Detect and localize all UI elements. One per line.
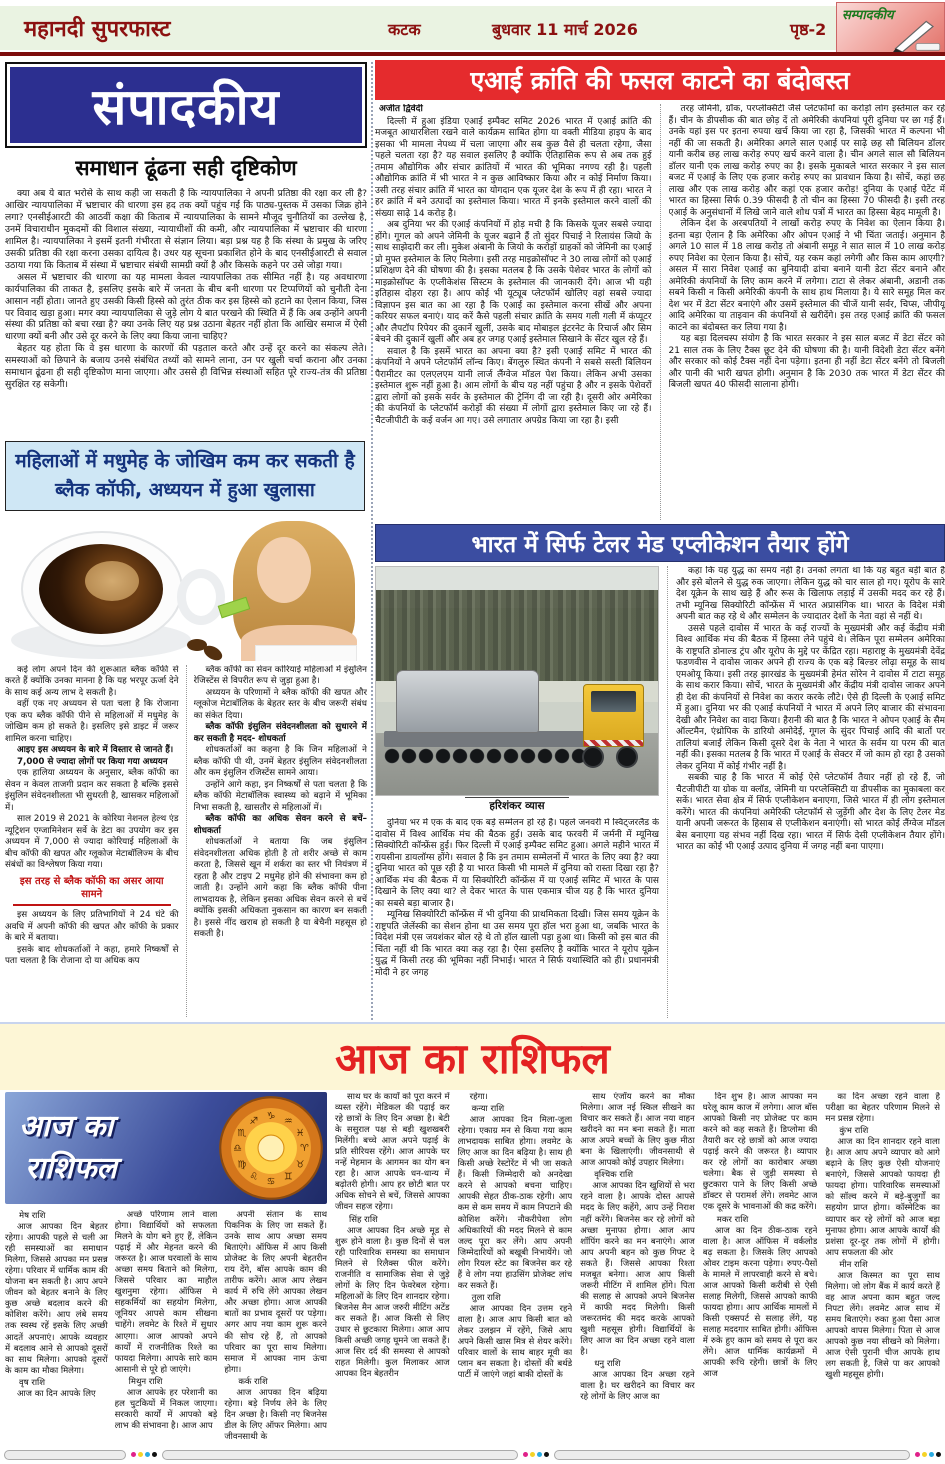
rashifal-subcolumns — [5, 1210, 327, 1448]
corner-label: सम्पादकीय — [842, 8, 894, 23]
svg-text:♋: ♋ — [266, 1176, 276, 1188]
ai-column-1 — [375, 104, 661, 520]
coffee-column-1 — [5, 665, 187, 1017]
cab-wheel — [582, 746, 604, 768]
paragraph: आज आपका दिन बेहतर रहेगा। आपकी पहले से चली आ रही समस्याओं का समाधान मिलेगा, जिससे आपका मन प्रसन्न रहेगा। परिवार में धार्मिक काम की योजना बन सकती है। आप अपने जीवन को बेहतर बनाने के लिए कुछ अच्छे बदलाव करने की कोशिश करेंगे। आप लंबे समय तक स्वस्थ रहें इसके लिए अच्छी आदतें अपनाएं। आपके व्यवहार में बदलाव आने से आपको दूसरों का साथ मिलेगा। आपको दूसरों के काम का मौका मिलेगा। — [5, 1222, 108, 1376]
paragraph: तुला राशि — [471, 1292, 501, 1303]
paragraph: इस अध्ययन के लिए प्रतिभागियों ने 24 घंटे की अवधि में अपनी कॉफी की खपत और कॉफी के प्रकार के बारे में बताया। — [5, 910, 179, 944]
page-number: पृष्ठ-2 — [790, 20, 827, 39]
svg-text:♐: ♐ — [249, 1116, 259, 1128]
editorial-subtitle: समाधान ढूंढना सही दृष्टिकोण — [75, 156, 297, 180]
paragraph: म्यूनिख सिक्योरिटी कॉन्फ्रेंस में भी दुनिया की प्राथमिकता दिखी। जिस समय यूक्रेन के राष्ट्रपति जेलेंस्की का सेशन होना था उस समय पूरा हॉल भरा हुआ था, जबकि भारत के विदेश मंत्री एस जयशंकर बोल रहे थे तो हॉल खाली पड़ा हुआ था। किसी को इस बात की चिंता नहीं थी कि भारत क्या कह रहा है। ऐसा इसलिए है क्योंकि भारत ने यूरोप यूक्रेन युद्ध में किसी तरह की भूमिका नहीं निभाई। भारत ने सिर्फ यथास्थिति को ही। प्रधानमंत्री मोदी ने हर जगह — [375, 910, 659, 978]
trailer-bed — [384, 731, 587, 747]
svg-text:♉: ♉ — [295, 1159, 305, 1171]
trailer-wheels — [384, 748, 593, 765]
paragraph: अध्ययन के परिणामों ने ब्लैक कॉफी की खपत और ग्लूकोज मेटाबॉलिक के बेहतर स्तर के बीच जरूरी संबंध का संकेत दिया। — [193, 687, 367, 721]
woman-face — [257, 537, 311, 603]
coffee-headline: महिलाओं में मधुमेह के जोखिम कम कर सकती है ब्लैक कॉफी, अध्ययन में हुआ खुलासा — [5, 441, 365, 511]
paragraph: वृश्चिक राशि — [594, 1170, 634, 1181]
paragraph: उन्होंने आगे कहा, इन निष्कर्षों से पता चलता है कि ब्लैक कॉफी मेटाबॉलिक स्वास्थ्य को बढ़ाने में भूमिका निभा सकती है, खासतौर से महिलाओं में। — [193, 779, 367, 813]
masthead-rule — [0, 52, 945, 56]
newspaper-title: महानदी सुपरफास्ट — [24, 17, 171, 42]
paragraph: लेकिन देश के अरबपतियों ने लाखों करोड़ रुपए के निवेश का ऐलान किया है। इतना बड़ा ऐलान है कि अमेरिका और ओपन एआई ने भी चिंता जताई। अनुमान है अगले 10 साल में 18 लाख करोड़ तो अंबानी समूह ने सात साल में 10 लाख करोड़ रुपए निवेश का ऐलान किया है। सोचें, यह रकम कहां लगेगी और किस काम आएगी? असल में सारा निवेश एआई का बुनियादी ढांचा बनाने यानी डेटा सेंटर बनाने और अमेरिकी कंपनियों के लिए काम करने में लगेगा। टाटा से लेकर अंबानी, अडानी तक सबने किसी न किसी अमेरिकी कंपनी के साथ हाथ मिलाया है। ये सारे समूह मिल कर देश भर में डेटा सेंटर बनाएंगे और उसमें इस्तेमाल की चीजें यानी सर्वर, चिप्स, जीपीयू आदि अमेरिका या ताइवान की कंपनियों से खरीदेंगे। इस तरह एआई क्रांति की फसल काटने का बंदोबस्त कर लिया गया है। — [668, 219, 945, 333]
svg-text:♑: ♑ — [266, 1110, 276, 1122]
paragraph: तरह जेमिनी, ग्रॉक, परप्लेक्सिटी जैसे प्लेटफॉर्मों का करोड़ों लोग इस्तेमाल कर रहे हैं। चीन के डीपसीक की बात छोड़ दें तो अमेरिकी कंपनियां पूरी दुनिया पर छा गई हैं। उनके यहां इस पर इतना रुपया खर्च किया जा रहा है, जिसकी भारत में कल्पना भी नहीं की जा सकती है। अमेरिका अगले साल एआई पर साढ़े छह सौ बिलियन डॉलर यानी करीब छह लाख करोड़ रुपए खर्च करने वाला है। चीन अगले साल सौ बिलियन डॉलर यानी एक लाख करोड़ रुपए का है। इसके मुकाबले भारत सरकार ने इस साल बजट में एआई के लिए एक हजार करोड़ रुपए का प्रावधान किया है। सोचें, कहां छह लाख और एक लाख करोड़ और कहां एक हजार करोड़! दुनिया के एआई पेटेंट में भारत का हिस्सा सिर्फ 0.39 फीसदी है तो चीन का हिस्सा 70 फीसदी है। इसी तरह एआई के अनुसंधानों में लिखे जाने वाले शोध पत्रों में भारत का हिस्सा बेहद मामूली है। — [668, 104, 945, 218]
paragraph: इसके बाद शोधकर्ताओं ने कहा, हमारे निष्कर्षों से पता चलता है कि रोजाना दो या अधिक कप — [5, 944, 179, 967]
paragraph: आइए इस अध्ययन के बारे में विस्तार से जानते हैं। — [17, 745, 174, 756]
paragraph: मकर राशि — [716, 1214, 749, 1225]
paragraph: बेहतर यह होता कि वे इस धारणा के कारणों की पड़ताल करते और उन्हें दूर करने का संकल्प लेते। समस्याओं को छिपाने के बजाय उनसे संबंधित तथ्यों को सामने लाना, उन पर खुली चर्चा कराना और उनका समाधान ढूंढना ही सही दृष्टिकोण माना जाएगा। और उससे ही विभिन्न संस्थाओं सहित पूरे राज्य-तंत्र की प्रतिष्ठा सुरक्षित रह सकेगी। — [5, 343, 367, 391]
paragraph: शोधकर्ताओं का कहना है कि जिन महिलाओं ने ब्लैक कॉफी पी थी, उनमें बेहतर इंसुलिन संवेदनशीलता और कम इंसुलिन रजिस्टेंस सामने आया। — [193, 745, 367, 779]
paragraph: कन्या राशि — [471, 1104, 505, 1115]
paragraph: आज आपका दिन अच्छा रहने वाला है। घर खरीदने का विचार कर रहे लोगों के लिए आज का — [580, 1370, 695, 1403]
tailor-right-text — [667, 566, 945, 1018]
paragraph: ब्लैक कॉफी का सेवन कोरियाई महिलाओं में इंसुलिन रेजिस्टेंस से विपरीत रूप से जुड़ा हुआ है। — [193, 665, 367, 687]
paragraph: रहेगा। — [469, 1092, 488, 1102]
truck-photo — [375, 566, 659, 796]
editorial-corner-badge — [836, 2, 945, 53]
paragraph: शोधकर्ताओं ने बताया कि जब इंसुलिन संवेदनशीलता अधिक होती है तो शरीर अच्छे से काम करता है, जिससे खून में शर्करा का स्तर भी नियंत्रण में रहता है और टाइप 2 मधुमेह होने की संभावना कम हो जाती है। उन्होंने आगे कहा कि ब्लैक कॉफी पीना लाभदायक है, लेकिन इसका अधिक सेवन करने से बचें क्योंकि इसकी अधिकता नुकसान का कारण बन सकती है। इससे नींद खराब हो सकती है या बेचैनी महसूस हो सकती है। — [193, 837, 367, 940]
ai-column-1-text — [375, 117, 652, 428]
svg-text:♍: ♍ — [237, 1159, 247, 1171]
cup-handle — [177, 569, 225, 625]
svg-text:♓: ♓ — [295, 1128, 305, 1140]
truck-cab — [583, 684, 644, 748]
rashifal-col-1 — [335, 1092, 450, 1448]
paragraph: अच्छे परिणाम लाने वाला होगा। विद्यार्थियों को सफलता मिलने के योग बने हुए हैं, लेकिन पढ़ाई में और मेहनत करने की जरूरत है। आज घरवालों के साथ अच्छा समय बिताने को मिलेगा, जिससे परिवार का माहौल खुशनुमा रहेगा। ऑफिस मे सहकर्मियों का सहयोग मिलेगा, जूनियर आपसे काम सीखना चाहेंगे। लवमेट के रिश्ते में सुधार आएगा। आज आपको अपने कार्यों में राजनीतिक रिश्ते का फायदा मिलेगा। आपके सारे काम आसानी से पूरे हो जाएंगे। — [114, 1210, 218, 1375]
paragraph: क्या अब ये बात भरोसे के साथ कही जा सकती है कि न्यायपालिका ने अपनी प्रतिष्ठा की रक्षा कर ली है? आखिर न्यायपालिका में भ्रष्टाचार की धारणा इस हद तक क्यों पहुंच गई कि पाठ्य-पुस्तक में उसका जिक्र होने लगा? एनसीईआरटी की आठवीं कक्षा की किताब में न्यायपालिका के सामने मौजूद चुनौतियों का उल्लेख है, उनमें विचाराधीन मुकदमों की विशाल संख्या, न्यायाधीशों की कमी, और न्यायपालिका में भ्रष्टाचार की धारणा शामिल है। न्यायपालिका ने इसमें इतनी गंभीरता से संज्ञान लिया। बड़ा प्रश्न यह है कि संस्था के प्रमुख के जरिए उसकी प्रतिष्ठा की रक्षा करना उसका दायित्व है। उधर यह सूचना प्रकाशित होने के बाद एनसीईआरटी से सवाल उठाया गया कि किताब में संस्था में भ्रष्टाचार संबंधी सामग्री क्यों है और किसके कहने पर उसे जोड़ा गया। — [5, 188, 367, 271]
footer-bar — [4, 1450, 126, 1460]
paragraph: ब्लैक कॉफी इंसुलिन संवेदनशीलता को सुधारने में कर सकती है मदद- शोधकर्ता — [193, 722, 367, 744]
paragraph: अपनी संतान के साथ पिकनिक के लिए जा सकते हैं। उनके साथ आप अच्छा समय बिताएंगे। ऑफिस में आप किसी प्रोजेक्ट के लिए अपनी बेहतरीन राय देंगे, बॉस आपके काम की तारीफ करेंगे। आज आप लेखन कार्य में रुचि लेंगे आपका लेखन और अच्छा होगा। आज आपकी बातों का प्रभाव दूसरों पर पड़ेगा। अगर आप नया काम शुरू करने की सोच रहे हैं, तो आपको परिवार का पूरा साथ मिलेगा। समाज में आपका नाम ऊंचा होगा। — [224, 1210, 327, 1375]
ai-byline: अजीत द्विवेदी — [379, 104, 423, 114]
tailor-left-block — [375, 566, 659, 1018]
rashifal-col-2 — [458, 1092, 573, 1448]
editorial-title-box — [5, 62, 367, 148]
paragraph: सवाल है कि इसमें भारत का अपना क्या है? इसी एआई समिट में भारत की कंपनियों ने अपने प्लेटफॉर्म लॉन्च किए। बेंगलुरु स्थित कंपनी ने सबसे सस्ती बिलियन पैरामीटर का एलएलएम यानी लार्ज लैंग्वेज मॉडल पेश किया। लेकिन अभी उसका इस्तेमाल शुरू नहीं हुआ है। आम लोगों के बीच यह नहीं पहुंचा है और न इसके पेशेवरों द्वारा लोगों को इसके सर्वर के इस्तेमाल की ट्रेनिंग दी जा रही है। दूसरी ओर अमेरिका की कंपनियों के प्लेटफॉर्म करोड़ों की संख्या में लोगों द्वारा इस्तेमाल किए जा रहे हैं। चैटजीपीटी के कई वर्जन आ गए। उसे लगातार अपग्रेड किया जा रहा है। इसी — [375, 346, 652, 426]
paragraph: मीन राशि — [839, 1259, 868, 1270]
footer-bar — [554, 1450, 910, 1460]
paragraph: साल 2019 से 2021 के कोरिया नेशनल हेल्थ एंड न्यूट्रिशन एग्जामिनेशन सर्वे के डेटा का उपयोग कर इस अध्ययन में 7,000 से ज्यादा कोरियाई महिलाओं के बीच कॉफी की खपत और ग्लूकोज मेटाबॉलिज्म के बीच संबंधों का विश्लेषण किया गया। — [5, 814, 179, 871]
paragraph: आज आपका दिन उत्तम रहने वाला है। आज आप किसी बात को लेकर उलझन में रहेंगे, जिसे आप अपने किसी खास मित्र से शेयर करेंगे। परिवार वालों के साथ बाहर मूवी का प्लान बन सकता है। दोस्तों की बर्थडे पार्टी में जाएंगे जहां बाकी दोस्तों के — [457, 1303, 573, 1381]
rashifal-col-4 — [703, 1092, 818, 1448]
pen-icon — [889, 18, 943, 52]
crema-swirl — [85, 561, 139, 601]
paragraph: 7,000 से ज्यादा लोगों पर किया गया अध्ययन — [17, 756, 168, 767]
paragraph: दिल्ली में हुआ इंडिया एआई इम्पैक्ट समिट 2026 भारत में एआई क्रांति की मजबूत आधारशिला रखने वाले कार्यक्रम साबित होगा या वक्ती मीडिया हाइप के बाद इसका भी मामला नेपथ्य में चला जाएगा और सब कुछ वैसे ही चलता रहेगा, जैसा पहले चलता रहा है? यह सवाल इसलिए है क्योंकि ऐतिहासिक रूप से अब तक हुई तमाम औद्योगिक और संचार क्रांतियों में भारत की भूमिका नगण्य रही है। पहली औद्योगिक क्रांति में भी भारत ने न कुछ आविष्कार किया और न कोई निर्माण किया। उसी तरह संचार क्रांति में भारत का योगदान एक यूजर देश के रूप में ही रहा। भारत ने हर क्रांति में बने उत्पादों का इस्तेमाल किया। भारत में इनके इस्तेमाल करने वालों की संख्या साढ़े 14 करोड़ है। — [375, 116, 652, 219]
footer-dots — [915, 1452, 941, 1457]
paragraph: कर्क राशि — [238, 1376, 268, 1387]
color-dot — [929, 1452, 934, 1457]
paragraph: आज आपके हर परेशानी का हल चुटकियों में निकल जाएगा। सरकारी कार्यों में आपको बड़े लाभ की संभावना है। आज आप — [114, 1387, 218, 1431]
footer-dots — [131, 1452, 157, 1457]
paragraph: सिंह राशि — [349, 1214, 378, 1225]
rashifal-col-3 — [580, 1092, 695, 1448]
coffee-bean — [201, 643, 224, 661]
footer-registration-bar — [0, 1449, 945, 1460]
paragraph: आज आपका दिन अच्छे मूड से शुरू होने वाला है। कुछ दिनों से चल रही पारिवारिक समस्या का समाधान मिलने से रिलैक्स फील करेंगे। राजनीति व सामाजिक सेवा से जुड़े लोगों के लिए दिन फेवरेबल रहेगा। महिलाओं के लिए दिन शानदार रहेगा। बिजनेस मैन आज जरुरी मीटिंग अटेंड कर सकते हैं। आज किसी से लिए उधार से छुटकारा मिलेगा। आज आप किसी अच्छी जगह घूमने जा सकते हैं। आज सिर दर्द की समस्या से आपको राहत मिलेगी। कुल मिलाकर आज आपका दिन बेहतरीन — [335, 1225, 450, 1380]
editorial-section — [5, 62, 367, 428]
paragraph: वृष राशि — [19, 1377, 46, 1388]
cab-window — [591, 691, 636, 712]
color-dot — [131, 1452, 136, 1457]
paragraph: अब दुनिया भर की एआई कंपनियों में होड़ मची है कि किसके यूजर सबसे ज्यादा होंगे। गूगल को अपने जेमिनी के यूजर बढ़ाने हैं तो सुंदर पिचाई ने रिलायंस जियो के साथ साझेदारी कर ली। मुकेश अंबानी के जियो के करोड़ों ग्राहकों को जेमिनी का एआई प्रो मुफ्त इस्तेमाल के लिए मिलेगा। इसी तरह माइक्रोसॉफ्ट ने 30 लाख लोगों को एआई प्रशिक्षण देने की घोषणा की है। इसका मतलब है कि उसके पेशेवर भारत के लोगों को माइक्रोसॉफ्ट के एप्लीकेशंस सिस्टम के इस्तेमाल की जानकारी देंगे। आज भी यही इतिहास दोहरा रहा है। आप कोई भी यूट्यूब प्लेटफॉर्म खोलिए वहां सबसे ज्यादा विज्ञापन इस बात का आ रहा है कि एआई का इस्तेमाल करना सीखें और अपना करियर सफल बनाएं। याद करें कैसे पहली संचार क्रांति के समय गली गली में कंप्यूटर और लैपटॉप रिपेयर की दुकानें खुलीं, उसके बाद मोबाइल इंटरनेट के रिचार्ज और सिम बेचने की दुकानें खुलीं और अब हर जगह एआई इस्तेमाल सिखाने के सेंटर खुल रहे हैं। — [375, 220, 652, 346]
ai-article-body — [375, 104, 945, 520]
rashifal-subcol-2 — [115, 1210, 218, 1448]
paragraph: कहा कि यह युद्ध का समय नहीं है। उनको लगता था कि यह बहुत बड़ी बात है और इसे बोलने से युद्ध रुक जाएगा। लेकिन युद्ध को चार साल हो गए। यूरोप के सारे देश यूक्रेन के साथ खड़े हैं और रूस के खिलाफ लड़ाई में उसकी मदद कर रहे हैं। तभी म्यूनिख सिक्योरिटी कॉन्फ्रेंस में भारत अप्रासंगिक था। भारत के विदेश मंत्री अपनी बात कह रहे थे और सम्मेलन के ज्यादातर देशों के नेता वहां से नहीं थे। — [676, 566, 945, 623]
coffee-body — [5, 665, 367, 1017]
paragraph: सबकी चाह है कि भारत में कोई ऐसे प्लेटफॉर्म तैयार नहीं हो रहे हैं, जो चैटजीपीटी या ग्रोक या क्लॉड, जेमिनी या परप्लेक्सिटी या डीपसीक का मुकाबला कर सकें। भारत सेवा क्षेत्र में सिर्फ एप्लीकेशन बनाएगा, जिसे भारत में ही लोग इस्तेमाल करेंगे। भारत की कंपनियां अमेरिकी प्लेटफॉर्म से जुड़ेंगी और देश के लिए टेलर मेड यानी अपनी जरूरत के हिसाब से एप्लीकेशन बनाएंगी। सो भारत कोई लैंग्वेज मॉडल बेस बनाएगा यह संभव नहीं दिख रहा। भारत में सिर्फ देसी एप्लीकेशन तैयार होंगे। भारत का कोई भी एआई उत्पाद दुनिया में जगह नहीं बना पाएगा। — [676, 773, 945, 853]
paragraph: यह बड़ा दिलचस्प संयोग है कि भारत सरकार ने इस साल बजट में डेटा सेंटर को 21 साल तक के लिए टैक्स छूट देने की घोषणा की है। यानी विदेशी डेटा सेंटर बनेंगे और सरकार को कोई टैक्स नहीं देना पड़ेगा। इतना ही नहीं डेटा सेंटर बनेंगे तो बिजली और पानी की भारी खपत होगी। अनुमान है कि 2030 तक भारत में डेटा सेंटर की बिजली खपत 40 फीसदी सालाना होगी। — [668, 334, 945, 391]
tailor-left-text — [375, 818, 659, 1008]
tailor-article-headline: भारत में सिर्फ टेलर मेड एप्लीकेशन तैयार होंगे — [375, 524, 945, 562]
graphic-title-line1: आज का — [19, 1109, 114, 1144]
editorial-title: संपादकीय — [92, 78, 280, 136]
color-dot — [922, 1452, 927, 1457]
paragraph: आज का दिन ठीक-ठाक रहने वाला है। आज ऑफिस में वर्कलोड बढ़ सकता है। जिसके लिए आपको ओवर टाइम करना पड़ेगा। रुपए-पैसों के मामले में लापरवाही करने से बचे। आज आपको किसी करीबी से ऐसी सलाह मिलेगी, जिससे आपको काफी फायदा होगा। आप आर्थिक मामलों में किसी एक्सपर्ट से सलाह लेंगे, यह सलाह मददगार साबित होगी। ऑफिस में रुके हुए काम को समय से पूरा कर लेंगे। आज धार्मिक कार्यक्रमों में आपकी रूचि रहेगी। छात्रों के लिए आज — [702, 1225, 818, 1380]
ai-column-2 — [669, 104, 945, 520]
paragraph: इस तरह से ब्लैक कॉफी का असर आया सामने — [13, 875, 171, 906]
paragraph: साथ एंजॉय करने का मौका मिलेगा। आज नई स्किल सीखने का विचार कर सकते हैं। आज नया वाहन खरीदने का मन बना सकते हैं। माता आज अपने बच्चों के लिए कुछ मीठा बना के खिलाएंगी। जीवनसाथी से आज आपको कोई उपहार मिलेगा। — [580, 1092, 695, 1169]
column-separator — [371, 62, 373, 1020]
paragraph: मिथुन राशि — [128, 1376, 163, 1387]
svg-text:♈: ♈ — [300, 1143, 309, 1155]
paragraph: धनु राशि — [594, 1359, 621, 1370]
heavy-load — [396, 670, 539, 734]
paragraph: आज आपका दिन खुशियों से भरा रहने वाला है। आपके दोस्त आपसे मदद के लिए कहेंगे, आप उन्हें निराश नहीं करेंगे। बिजनेस कर रहे लोगों को अच्छा मुनाफा होगा। आज आप शॉपिंग करने का मन बनाएंगे। आज आप अपनी बहन को कुछ गिफ्ट दे सकते हैं। जिससे आपका रिश्ता मजबूत बनेगा। आज आप किसी जरूरी मीटिंग में शामिल होंगे। पिता की सलाह से आपको अपने बिजनेस में काफी मदद मिलेगी। किसी जरूरतमंद की मदद करके आपको खुशी महसूस होगी। विद्यार्थियों के लिए आज का दिन अच्छा रहने वाला है। — [580, 1181, 695, 1358]
color-dot — [530, 1452, 535, 1457]
paragraph: कुंभ राशि — [839, 1126, 869, 1137]
color-dot — [537, 1452, 542, 1457]
paragraph: आज आपका दिन बढ़िया रहेगा। बड़े निर्णय लेने के लिए दिन अच्छा है। किसी नए बिजनेस डील के लिए ऑफर मिलेगा। आप जीवनसाथी के — [224, 1387, 327, 1442]
rashifal-section — [5, 1092, 940, 1448]
rashifal-subcol-3 — [224, 1210, 327, 1448]
paragraph: वहीं एक नए अध्ययन से पता चला है कि रोजाना एक कप ब्लैक कॉफी पीने से महिलाओं में मधुमेह के जोखिम कम हो सकते है। इसलिए इसे डाइट में जरूर शामिल करना चाहिए। — [5, 699, 179, 744]
color-dot — [138, 1452, 143, 1457]
svg-text:♏: ♏ — [237, 1128, 247, 1140]
rashifal-col-5 — [825, 1092, 940, 1448]
paragraph: ब्लैक कॉफी का अधिक सेवन करने से बचें– शोधकर्ता — [193, 814, 367, 836]
color-dot — [915, 1452, 920, 1457]
coffee-photo — [5, 517, 367, 661]
footer-dots — [523, 1452, 549, 1457]
svg-text:♊: ♊ — [283, 1171, 293, 1183]
rashifal-band-title: आज का राशिफल — [0, 1022, 945, 1090]
ai-article-headline: एआई क्रांति की फसल काटने का बंदोबस्त — [375, 60, 945, 100]
svg-text:♌: ♌ — [249, 1171, 259, 1183]
edition-city: कटक — [388, 20, 421, 39]
paragraph: उससे पहले दावोस में भारत के कई राज्यों के मुख्यमंत्री और कई केंद्रीय मंत्री विश्व आर्थिक मंच की बैठक में हिस्सा लेने पहुंचे थे। लेकिन पूरा सम्मेलन अमेरिका के राष्ट्रपति डोनाल्ड ट्रंप और यूरोप के मुद्दे पर केंद्रित रहा। महाराष्ट्र के मुख्यमंत्री देवेंद्र फडणवीस ने दावोस जाकर अपने ही राज्य के एक बड़े बिल्डर लोढ़ा समूह के साथ एमओयू किया। इसी तरह झारखंड के मुख्यमंत्री हेमंत सोरेन ने दावोस में टाटा समूह के साथ करार किया। सोचें, भारत के मुख्यमंत्री और केंद्रीय मंत्री दावोस जाकर अपने ही देश की कंपनियों से निवेश का करार करके लौटे। ऐसे ही दिल्ली के एआई समिट में हुआ। दुनिया भर की एआई कंपनियों ने भारत में अपने लिए बाजार की संभावना देखी और निवेश का वादा किया। हैरानी की बात है कि भारत ने ओपन एआई के सैम ऑल्टमैन, एंथ्रोपिक के डारियो अमोदेई, गूगल के सुंदर पिचाई आदि की बातों पर तालियां बजाईं लेकिन किसी दूसरे देश के नेता ने भारत के सर्वम या परम की बात नहीं की। इसका मतलब है कि भारत में एआई के सेक्टर में जो काम हो रहा है उसको लेकर दुनिया में कोई गंभीर नहीं है। — [676, 623, 945, 772]
cup-shape — [21, 531, 183, 647]
paragraph: दिन शुभ है। आज आपका मन घरेलू काम काज में लगेगा। आज बॉस आपको किसी नए प्रोजेक्ट पर काम करने को कह सकते हैं। डिप्लोमा की तैयारी कर रहे छात्रों को आज ज्यादा पढ़ाई करने की जरूरत है। व्यापार कर रहे लोगों का कारोबार अच्छा चलेगा। बैक से जुड़ी समस्या से छुटकारा पाने के लिए किसी अच्छे डॉक्टर से परामर्श लेंगे। लवमेट आज एक दूसरे के भावनाओं की कद्र करेंगे। — [702, 1092, 818, 1213]
svg-text:♎: ♎ — [233, 1143, 242, 1155]
paragraph: साथ घर के कार्यों को पूरा करने में व्यस्त रहेंगे। मेडिकल की पढ़ाई कर रहे छात्रों के लिए दिन अच्छा है। बेटी के ससुराल पक्ष से बड़ी खुशखबरी मिलेंगी। बच्चे आज अपने पढ़ाई के प्रति सीरियस रहेंगे। आज आपके घर नन्हें मेहमान के आगमन का योग बन रहा है। आज आपके धन-धान्य में बढ़ोतरी होगी। आप हर छोटी बात पर अधिक सोचने से बचें, जिससे आपका जीवन सहज रहेगा। — [335, 1092, 450, 1213]
editorial-body — [5, 188, 367, 428]
paragraph: आज का दिन आपके लिए — [17, 1388, 96, 1399]
footer-bar — [162, 1450, 518, 1460]
color-dot — [936, 1452, 941, 1457]
graphic-title-line2: राशिफल — [25, 1151, 117, 1186]
date-line: बुधवार 11 मार्च 2026 — [492, 20, 638, 39]
paragraph: मेष राशि — [19, 1211, 46, 1221]
color-dot — [152, 1452, 157, 1457]
tailor-byline: हरिशंकर व्यास — [465, 797, 568, 812]
paragraph: आज आपका दिन मिला-जुला रहेगा। एकाग्र मन से किया गया काम लाभदायक साबित होगा। लवमेट के लिए आज का दिन बढ़िया है। साथ ही किसी अच्छे रेस्टोरेंट में भी जा सकते हैं। किसी जिम्मेदारी को अनदेखा करने से आपको बचना चाहिए। आपकी सेहत ठीक-ठाक रहेगी। आप कम से कम समय में काम निपटाने की कोशिश करेंगे। नौकरीपेशा लोग अधिकारियों की मदद मिलने से काम जल्द पूरा कर लेंगे। आप अपनी जिम्मेदारियों को बखूबी निभायेंगे। जो लोग रियल स्टेट का बिजनेस कर रहे हैं वे लोग नया हाउसिंग प्रोजेक्ट लांच कर सकते हैं। — [457, 1115, 573, 1291]
color-dot — [544, 1452, 549, 1457]
coffee-column-2 — [194, 665, 368, 1017]
tailor-byline-wrap — [375, 799, 659, 813]
paragraph: आज का दिन शानदार रहने वाला है। आज आप अपने व्यापार को आगे बढ़ाने के लिए कुछ ऐसी योजनाएं बनाएंगे, जिससे आपको फायदा ही फायदा होगा। पारिवारिक समस्याओं को सॉल्व करने में बड़े-बुजुर्गों का सहयोग प्राप्त होगा। कॉस्मेटिक का व्यापार कर रहे लोगों को आज बड़ा मुनाफा होगा। आज आपके कार्यों की प्रशंसा दूर-दूर तक लोगों में होगी। आप सफलता की ओर — [825, 1137, 940, 1258]
paragraph: आज किस्मत का पूरा साथ मिलेगा। जो लोग बैंक में कार्य करते हैं वह आज अपना काम बहुत जल्द निपटा लेंगे। लवमेट आज साथ में समय बिताएंगे। रुका हुआ पैसा आज आपको वापस मिलेगा। पिता से आज आपको कुछ नया सीखने को मिलेगा। आज ऐसी पुरानी चीज आपके हाथ लग सकती है, जिसे पा कर आपको खुशी महसूस होगी। — [825, 1270, 940, 1381]
rashifal-left-block — [5, 1092, 327, 1448]
cab-wheel — [616, 746, 638, 768]
tailor-article-body — [375, 566, 945, 1018]
color-dot — [523, 1452, 528, 1457]
paragraph: दुनिया भर में एक के बाद एक बड़े सम्मेलन हो रहे हैं। पहले जनवरी में स्विट्जरलैंड के दावोस में विश्व आर्थिक मंच की बैठक हुई। उसके बाद फरवरी में जर्मनी में म्यूनिख सिक्योरिटी कॉन्फ्रेंस हुई। फिर दिल्ली में एआई इम्पैक्ट समिट हुआ। अगले महीने भारत में रायसीना डायलॉग्स होंगे। सवाल है कि इन तमाम सम्मेलनों में भारत के लिए क्या है? क्या दुनिया भारत को पूछ रही है या भारत किसी भी मामले में दुनिया को रास्ता दिखा रहा है? आर्थिक मंच की बैठक में या सिक्योरिटी कॉन्फ्रेंस में या एआई समिट में भारत के पास दिखाने के लिए क्या था? ले देकर भारत के पास एकमात्र चीज यह है कि भारत दुनिया का सबसे बड़ा बाजार है। — [375, 818, 659, 909]
zodiac-wheel — [217, 1094, 325, 1202]
paragraph: कई लोग अपने दिन की शुरूआत ब्लैक कॉफी से करते हैं क्योंकि उनका मानना है कि यह भरपूर ऊर्जा देने के साथ कई अन्य लाभ दे सकती है। — [5, 665, 179, 698]
woman-top — [255, 645, 357, 661]
paragraph: असल में भ्रष्टाचार की धारणा का यह मामला केवल न्यायपालिका तक सीमित नहीं है। यह अवधारणा कार्यपालिका की ताकत है, इसलिए इसके बारे में जनता के बीच बनी धारणा पर टिप्पणियों को चुनौती देना आसान नहीं होता। जानते हुए उसकी किसी हिस्से को तुरंत ठीक कर इस हिस्से को हटाने का ऐलान किया, जिस पर विवाद खड़ा हुआ। मगर क्या न्यायपालिका से जुड़े लोग ये बात परखने की स्थिति में हैं कि अब उन्होंने अपनी संस्था की प्रतिष्ठा को बचा रखा है? क्या उनके लिए यह प्रश्न उठाना बेहतर नहीं होता कि आखिर समाज में ऐसी धारणा क्यों बनी और उसे दूर करने के लिए क्या किया जाना चाहिए? — [5, 271, 367, 343]
rashifal-subcol-1 — [5, 1210, 108, 1448]
svg-text:♒: ♒ — [283, 1116, 293, 1128]
rashifal-graphic — [5, 1092, 327, 1204]
paragraph: एक हालिया अध्ययन के अनुसार, ब्लैक कॉफी का सेवन न केवल ताजगी प्रदान कर सकता है बल्कि इससे इंसुलिन संवेदनशीलता भी सुधरती है, खासकर महिलाओं में। — [5, 768, 179, 813]
color-dot — [145, 1452, 150, 1457]
paragraph: का दिन अच्छा रहने वाला है परीक्षा का बेहतर परिणाम मिलने से मन प्रसन्न रहेगा। — [825, 1092, 940, 1125]
